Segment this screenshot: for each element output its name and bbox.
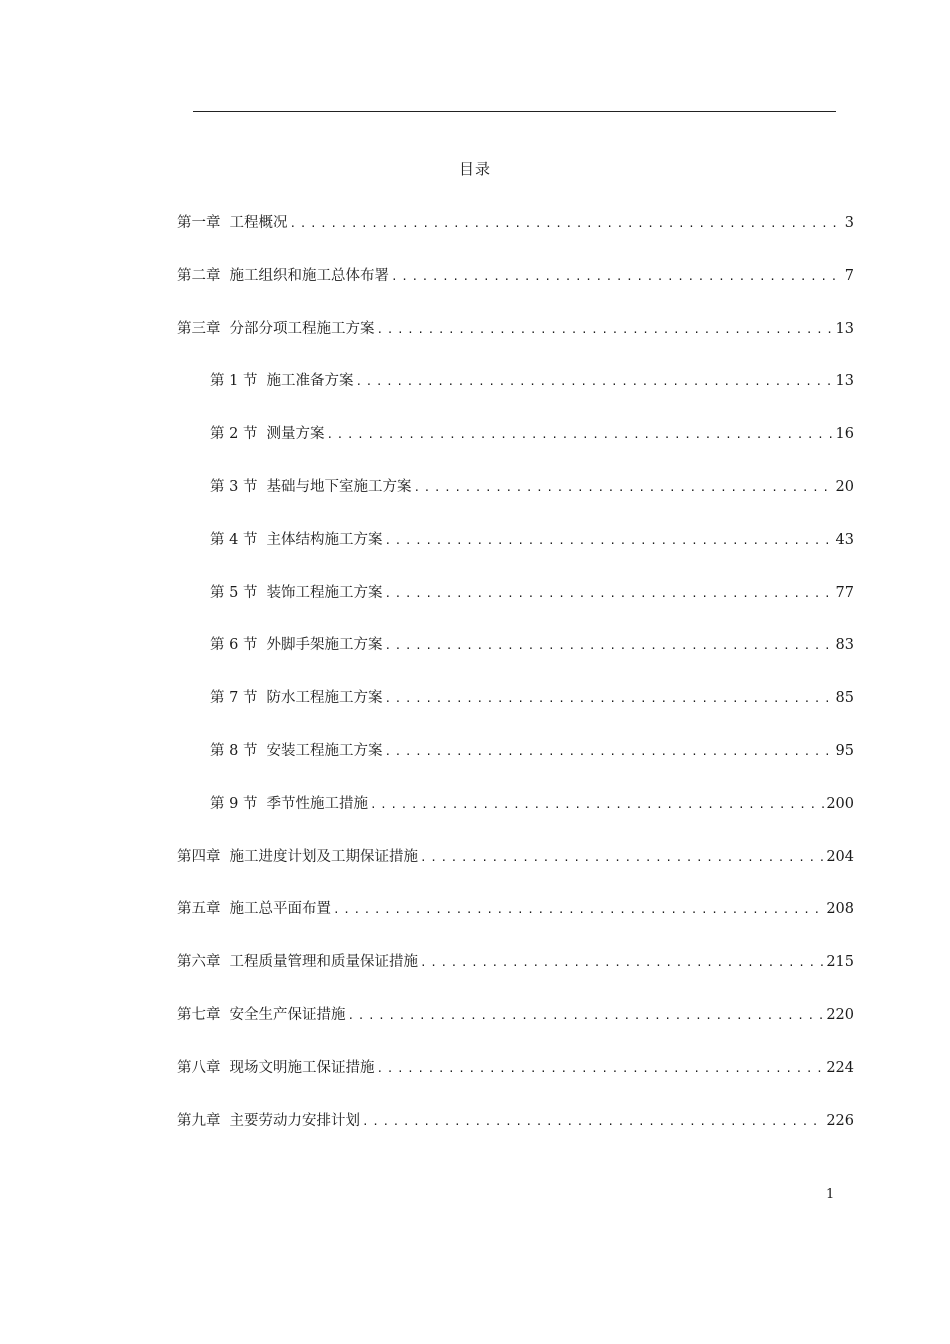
toc-dot-leader xyxy=(355,371,833,393)
toc-entry[interactable] xyxy=(210,687,854,709)
toc-entry-title: 安全生产保证措施 xyxy=(229,1007,346,1023)
toc-entry[interactable] xyxy=(177,898,854,920)
toc-entry-title: 施工总平面布置 xyxy=(229,901,331,918)
toc-entry-page: 224 xyxy=(826,1059,854,1076)
toc-entry-page: 3 xyxy=(844,215,854,231)
toc-entry-page: 16 xyxy=(835,426,854,443)
toc-entry-number: 第 8 节 xyxy=(210,743,258,759)
toc-entry-number: 第 2 节 xyxy=(210,426,258,443)
toc-entry-page: 95 xyxy=(835,743,854,759)
toc-entry-title: 防水工程施工方案 xyxy=(266,690,383,707)
toc-entry-page: 77 xyxy=(835,584,854,601)
toc-dot-leader xyxy=(420,952,824,974)
toc-dot-leader xyxy=(384,583,833,605)
header-rule xyxy=(193,111,836,112)
toc-entry-number: 第 6 节 xyxy=(210,637,258,654)
toc-entry-title: 装饰工程施工方案 xyxy=(266,584,383,601)
toc-entry[interactable] xyxy=(210,634,854,656)
toc-entry-title: 测量方案 xyxy=(266,426,325,443)
toc-entry-page: 85 xyxy=(835,690,854,707)
toc-entry[interactable] xyxy=(177,951,854,973)
toc-entry-page: 215 xyxy=(826,954,854,971)
toc-entry-number: 第七章 xyxy=(177,1007,221,1023)
toc-entry-page: 13 xyxy=(835,373,854,390)
toc-entry-page: 43 xyxy=(835,531,854,548)
toc-entry-title: 施工进度计划及工期保证措施 xyxy=(229,848,418,865)
toc-entry-number: 第 4 节 xyxy=(210,531,258,548)
toc-entry-number: 第一章 xyxy=(177,215,221,231)
toc-dot-leader xyxy=(384,688,833,710)
toc-entry[interactable] xyxy=(210,740,854,762)
toc-dot-leader xyxy=(413,477,833,499)
toc-entry-page: 83 xyxy=(835,637,854,654)
toc-entry-number: 第六章 xyxy=(177,954,221,971)
toc-dot-leader xyxy=(391,266,843,288)
toc-dot-leader xyxy=(370,794,824,816)
toc-entry-number: 第九章 xyxy=(177,1112,221,1129)
toc-entry-title: 现场文明施工保证措施 xyxy=(229,1059,375,1076)
toc-entry-number: 第 3 节 xyxy=(210,479,258,495)
toc-entry-page: 208 xyxy=(826,901,854,918)
page-number: 1 xyxy=(826,1187,835,1202)
toc-dot-leader xyxy=(348,1005,825,1027)
toc-entry-title: 季节性施工措施 xyxy=(266,795,368,812)
toc-entry[interactable] xyxy=(177,846,854,868)
toc-entry-page: 7 xyxy=(844,267,854,284)
toc-entry-title: 分部分项工程施工方案 xyxy=(229,320,375,337)
toc-entry-title: 施工组织和施工总体布署 xyxy=(229,267,389,284)
toc-entry-title: 施工准备方案 xyxy=(266,373,354,390)
toc-entry-number: 第 7 节 xyxy=(210,690,258,707)
toc-dot-leader xyxy=(384,635,833,657)
toc-entry-title: 安装工程施工方案 xyxy=(266,743,383,759)
toc-entry[interactable] xyxy=(177,212,854,234)
toc-entry-number: 第三章 xyxy=(177,320,221,337)
toc-dot-leader xyxy=(362,1111,824,1133)
toc-entry-title: 工程概况 xyxy=(229,215,288,231)
toc-entry[interactable] xyxy=(210,423,854,445)
toc-entry[interactable] xyxy=(210,582,854,604)
toc-entry-number: 第二章 xyxy=(177,267,221,284)
toc-entry[interactable] xyxy=(177,318,854,340)
toc-entry-title: 基础与地下室施工方案 xyxy=(266,479,412,495)
toc-dot-leader xyxy=(384,530,833,552)
toc-entry[interactable] xyxy=(177,1057,854,1079)
toc-entry[interactable] xyxy=(210,529,854,551)
toc-dot-leader xyxy=(384,741,833,763)
toc-entry-page: 220 xyxy=(826,1007,854,1023)
toc-entry-page: 226 xyxy=(826,1112,854,1129)
toc-entry-title: 主体结构施工方案 xyxy=(266,531,383,548)
toc-dot-leader xyxy=(377,1058,825,1080)
toc-entry-number: 第 1 节 xyxy=(210,373,258,390)
toc-title: 目录 xyxy=(458,160,491,178)
toc-dot-leader xyxy=(326,424,833,446)
toc-entry[interactable] xyxy=(210,793,854,815)
toc-entry-page: 200 xyxy=(826,795,854,812)
toc-entry-number: 第 5 节 xyxy=(210,584,258,601)
toc-entry[interactable] xyxy=(210,370,854,392)
toc-entry-number: 第五章 xyxy=(177,901,221,918)
toc-entry-page: 20 xyxy=(835,479,854,495)
toc-entry-title: 外脚手架施工方案 xyxy=(266,637,383,654)
toc-dot-leader xyxy=(290,213,843,235)
toc-entry[interactable] xyxy=(177,265,854,287)
toc-entry[interactable] xyxy=(177,1110,854,1132)
toc-entry-page: 204 xyxy=(826,848,854,865)
toc-entry-number: 第八章 xyxy=(177,1059,221,1076)
toc-entry-page: 13 xyxy=(835,320,854,337)
toc-dot-leader xyxy=(377,319,834,341)
toc-entry-title: 工程质量管理和质量保证措施 xyxy=(229,954,418,971)
toc-entry-number: 第四章 xyxy=(177,848,221,865)
toc-entry[interactable] xyxy=(210,476,854,498)
toc-entry-title: 主要劳动力安排计划 xyxy=(229,1112,360,1129)
toc-dot-leader xyxy=(333,899,824,921)
toc-dot-leader xyxy=(420,847,824,869)
toc-entry-number: 第 9 节 xyxy=(210,795,258,812)
toc-entry[interactable] xyxy=(177,1004,854,1026)
